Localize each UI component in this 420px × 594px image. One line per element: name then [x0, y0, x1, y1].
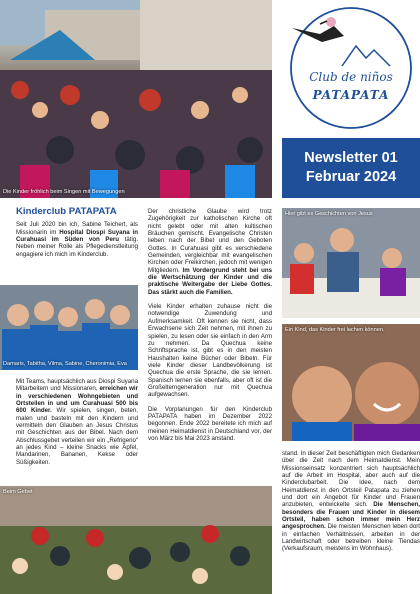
text-run: Mit Teams, hauptsächlich aus Diospi Suyana Mitarbeitern und Missionaren, — [16, 378, 138, 393]
newsletter-title: Newsletter 01 — [304, 150, 398, 166]
text-run: Hospital Diospi Suyana in Curahuasi im Süden von Peru — [16, 228, 138, 244]
smile-photo — [282, 324, 420, 441]
column-2 — [148, 208, 272, 449]
col3-p1 — [282, 450, 420, 553]
top-photo-caption: Die Kinder fröhlich beim Singen mit Bewegungen — [3, 189, 125, 195]
logo-line2: PATAPATA — [312, 88, 390, 102]
text-run: Der christliche Glaube wird trotz Zugehörigkeit zur katholischen Kirche oft nicht gelebt oder mit alten kultischen Bräuchen gemischt. Evangelische Christen lieben nach der Bibel und den Geboten Gottes. In Curahuasi gibt es verschiedene Gemeinden, vergleichbar mit evangelischen Kirchen oder Freikirchen, jedoch mit wenigen Mitgliedern. — [148, 208, 272, 274]
text-run: Viele Kinder erhalten zuhause nicht die notwendige Zuwendung und Aufmerksamkeit. Oft kennen sie nicht, dass Erwachsene sich Zeit nehmen, mit ihnen zu spielen, zu lesen oder sie einfach in den Arm zu nehmen. Da Quechua keine Schriftsprache ist, gibt es in den meisten Haushalten keine Bücher oder Bibeln. Für viele Kinder dieser Landbevölkerung ist Quechua die erste Sprache, die sie lernen. Spanisch lernen sie ebenfalls, aber oft ist die Großelterngeneration nur mit Quechua aufgewachsen. — [148, 303, 272, 399]
newsletter-date: Februar 2024 — [305, 169, 397, 185]
col2-p1 — [148, 208, 272, 296]
col2-p2 — [148, 303, 272, 398]
article-heading: Kinderclub PATAPATA — [16, 206, 117, 217]
prayer-photo-scene — [0, 486, 272, 594]
prayer-photo-caption: Beim Gebet — [3, 489, 33, 495]
jesus-photo — [282, 208, 420, 318]
text-run: Wir spielen, singen, beten, malen und basteln mit den Kindern und vermitteln den Glauben an Jesus Christus mit Geschichten aus der Bibel. Nach dem Abschlussgebet verteilen wir ein „Refrigerio“ an jedes Kind – kleine Snacks wie Äpfel, Mandarinen, Bananen, Kekse oder Süßigkeiten. — [16, 407, 138, 466]
newsletter-box — [282, 138, 420, 198]
top-photo — [0, 0, 272, 198]
logo — [282, 0, 420, 135]
column-3 — [282, 450, 420, 560]
text-run: Die Vorplanungen für den Kinderclub PATAPATA haben im Dezember 2022 begonnen. Ende 2022 bereitete ich mich auf meinen Heimatdienst in Deutschland vor, der von März bis Mai 2023 anstand. — [148, 405, 272, 442]
col1-p2 — [16, 378, 138, 466]
text-run: Die meisten Menschen leben dort in einfachen Verhältnissen, arbeiten in der Landwirtschaft oder betreiben kleine Tiendas (Verkaufsraum, meistens im Wohnhaus). — [282, 523, 420, 553]
col1-p1 — [16, 221, 138, 258]
team-photo-caption: Damaris, Tabitha, Vilma, Sabine, Cheronimia, Eva — [3, 361, 127, 367]
jesus-photo-caption: Hier gibt es Geschichten von Jesus — [285, 211, 373, 217]
prayer-photo — [0, 486, 272, 594]
text-run: Seit Juli 2020 bin ich, Sabine Teichert, als Missionarin im — [16, 221, 138, 236]
smile-photo-scene — [282, 324, 420, 441]
smile-photo-caption: Ein Kind, das Kinder frei lachen können. — [285, 327, 385, 333]
text-run: stand. In dieser Zeit beschäftigten mich Gedanken über die Zeit nach dem Heimatdienst. Mein Missionseinsatz konzentriert sich hauptsächlich auf die Arbeit im Hospital, aber auch auf die Kinderclubarbeit. Die Idee, nach dem Heimatdienst in den Ortsteil Patapata zu ziehen und dort ein Angebot für Kinder und Frauen anzubieten, entwickelte sich. — [282, 450, 420, 509]
text-run: erreichen wir in verschiedenen Wohngebieten und Ortsteilen in und um Curahuasi 500 bis 600 Kinder. — [16, 385, 138, 415]
text-run: Die Menschen, besonders die Frauen und Kinder in diesem Ortsteil, haben schon immer mein Herz angesprochen. — [282, 501, 420, 531]
col2-p3 — [148, 406, 272, 443]
team-photo-scene — [0, 285, 138, 370]
top-photo-scene — [0, 0, 272, 198]
logo-line1: Club de niños — [309, 70, 393, 84]
column-1 — [16, 208, 138, 265]
jesus-photo-scene — [282, 208, 420, 318]
text-run: Im Vordergrund steht bei uns die Wertschätzung der Kinder und die praktische Weitergabe der Liebe Gottes. Das stärkt auch die Familien. — [148, 266, 272, 296]
logo-graphic — [282, 0, 420, 135]
team-photo — [0, 285, 138, 370]
text-run: tätig. Neben meiner Rolle als Pflegedienstleitung engagiere ich mich im Kinderclub. — [16, 236, 138, 258]
column-1-lower — [16, 378, 138, 473]
